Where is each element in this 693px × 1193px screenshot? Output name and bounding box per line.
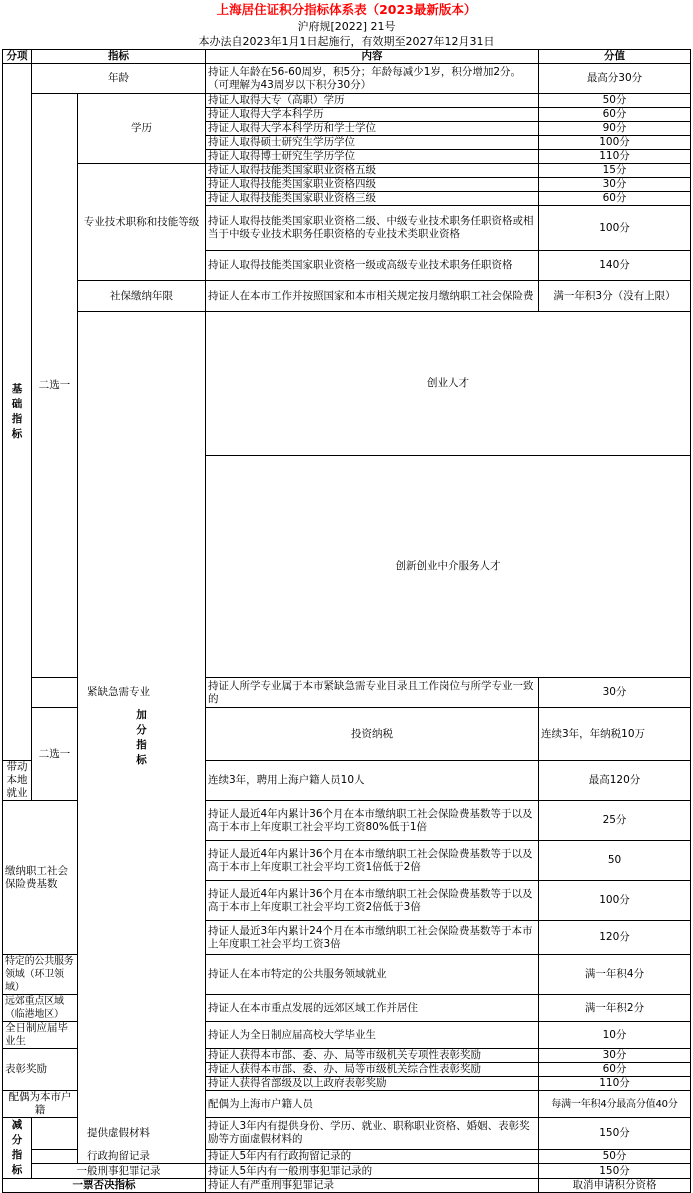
score-cell: 110分 [539,150,691,164]
points-table [2,49,691,1193]
content-cell: 持证人最近4年内累计36个月在本市缴纳职工社会保险费基数等于以及高于本市上年度职工社会平均工资1倍低于2倍 [206,841,539,881]
content-cell: 持证人3年内有提供身份、学历、就业、职称职业资格、婚姻、表彰奖励等方面虚假材料的 [206,1118,539,1150]
indicator-social-security: 社保缴纳年限 [78,281,206,312]
score-cell: 90分 [539,122,691,136]
score-cell: 150分 [539,1118,691,1150]
table-row [3,312,691,456]
table-row [3,164,691,178]
content-cell: 持证人取得硕士研究生学历学位 [206,136,539,150]
table-row [3,281,691,312]
content-cell: 持证人5年内有行政拘留记录的 [206,1149,539,1164]
table-row [3,678,691,708]
score-cell: 满一年积4分 [539,955,691,995]
header-category: 分项 [3,50,32,64]
content-cell: 持证人获得本市部、委、办、局等市级机关综合性表彰奖励 [206,1063,539,1077]
indicator-contribution: 缴纳职工社会保险费基数 [3,801,78,955]
score-cell: 140分 [539,251,691,281]
indicator-award: 表彰奖励 [3,1049,78,1091]
indicator-false-material: 提供虚假材料 [32,1118,206,1150]
content-cell: 持证人取得技能类国家职业资格四级 [206,178,539,192]
score-cell: 100分 [539,206,691,251]
table-header-row [3,50,691,64]
score-cell: 110分 [539,1077,691,1091]
score-cell: 30分 [539,1049,691,1063]
content-cell: 持证人5年内有一般刑事犯罪记录的 [206,1164,539,1179]
header-score: 分值 [539,50,691,64]
content-cell: 持证人最近4年内累计36个月在本市缴纳职工社会保险费基数等于以及高于本市上年度职工社会平均工资2倍低于3倍 [206,881,539,921]
header-content: 内容 [206,50,539,64]
content-cell: 持证人最近3年内累计24个月在本市缴纳职工社会保险费基数等于本市上年度职工社会平均工资3倍 [206,921,539,955]
table-row [3,64,691,94]
content-cell: 持证人取得技能类国家职业资格二级、中级专业技术职务任职资格或相当于中级专业技术职务任职资格的专业技术类职业资格 [206,206,539,251]
choose-one-label: 二选一 [32,708,78,801]
content-cell: 持证人取得博士研究生学历学位 [206,150,539,164]
indicator-remote-area: 远郊重点区域（临港地区） [3,995,78,1022]
content-cell: 连续3年，年纳税10万 [539,708,691,761]
score-cell: 15分 [539,164,691,178]
score-cell: 最高120分 [539,761,691,801]
score-cell: 25分 [539,801,691,841]
content-cell: 连续3年，聘用上海户籍人员10人 [206,761,539,801]
indicator-age: 年龄 [32,64,206,94]
content-cell: 持证人有严重刑事犯罪记录 [206,1179,539,1193]
table-row [3,1164,691,1179]
indicator-professional: 专业技术职称和技能等级 [78,164,206,281]
content-cell: 持证人为全日制应届高校大学毕业生 [206,1022,539,1049]
score-cell: 50 [539,841,691,881]
content-cell: 持证人获得本市部、委、办、局等市级机关专项性表彰奖励 [206,1049,539,1063]
score-cell: 60分 [539,192,691,206]
indicator-education: 学历 [78,94,206,164]
indicator-employment: 带动本地就业 [3,761,32,801]
score-cell: 100分 [539,881,691,921]
score-cell: 取消申请积分资格 [539,1179,691,1193]
content-cell: 持证人取得技能类国家职业资格一级或高级专业技术职务任职资格 [206,251,539,281]
score-cell: 每满一年积4分最高分值40分 [539,1091,691,1118]
score-cell: 60分 [539,108,691,122]
category-basic: 基础指标 [3,64,32,761]
indicator-criminal: 一般刑事犯罪记录 [32,1164,206,1179]
indicator-veto: 一票否决指标 [3,1179,206,1193]
score-cell: 30分 [539,678,691,708]
header-indicator: 指标 [32,50,206,64]
content-cell: 持证人最近4年内累计36个月在本市缴纳职工社会保险费基数等于以及高于本市上年度职工社会平均工资80%低于1倍 [206,801,539,841]
page-title: 上海居住证积分指标体系表（2023最新版本） [216,2,477,17]
indicator-admin-detention: 行政拘留记录 [32,1149,206,1164]
score-cell: 30分 [539,178,691,192]
indicator-shortage: 紧缺急需专业 [32,678,206,708]
score-cell: 满一年积3分（没有上限） [539,281,691,312]
content-cell: 持证人在本市重点发展的远郊区域工作并居住 [206,995,539,1022]
content-cell: 持证人取得大学本科学历 [206,108,539,122]
indicator-graduate: 全日制应届毕业生 [3,1022,78,1049]
content-cell: 持证人获得省部级及以上政府表彰奖励 [206,1077,539,1091]
score-cell: 100分 [539,136,691,150]
content-cell: 持证人取得大专（高职）学历 [206,94,539,108]
table-row [3,1149,691,1164]
content-cell: 持证人所学专业属于本市紧缺急需专业目录且工作岗位与所学专业一致的 [206,678,539,708]
choose-one-label: 二选一 [32,94,78,678]
content-cell: 配偶为上海市户籍人员 [206,1091,539,1118]
score-cell: 50分 [539,1149,691,1164]
indicator-investment: 投资纳税 [206,708,539,761]
score-cell: 50分 [539,94,691,108]
table-row [3,1179,691,1193]
content-cell: 持证人在本市工作并按照国家和本市相关规定按月缴纳职工社会保险费 [206,281,539,312]
indicator-public-service: 特定的公共服务领域（环卫领域） [3,955,78,995]
content-cell: 持证人在本市特定的公共服务领域就业 [206,955,539,995]
indicator-innovation: 创业人才 [206,312,691,456]
table-row [3,94,691,108]
content-cell: 持证人取得大学本科学历和学士学位 [206,122,539,136]
score-cell: 最高分30分 [539,64,691,94]
table-row [3,1118,691,1150]
score-cell: 10分 [539,1022,691,1049]
score-cell: 满一年积2分 [539,995,691,1022]
score-cell: 150分 [539,1164,691,1179]
indicator-spouse: 配偶为本市户籍 [3,1091,78,1118]
content-cell: 持证人取得技能类国家职业资格三级 [206,192,539,206]
category-bonus: 加分指标 [78,312,206,1164]
score-cell: 120分 [539,921,691,955]
score-cell: 60分 [539,1063,691,1077]
indicator-intermediary: 创新创业中介服务人才 [206,456,691,678]
category-minus: 减分指标 [3,1118,32,1179]
document-number: 沪府规[2022] 21号 [297,20,396,33]
effective-date: 本办法自2023年1月1日起施行，有效期至2027年12月31日 [198,35,495,48]
content-cell: 持证人取得技能类国家职业资格五级 [206,164,539,178]
content-cell: 持证人年龄在56-60周岁，积5分；年龄每减少1岁，积分增加2分。（可理解为43周岁以下积分30分） [206,64,539,94]
